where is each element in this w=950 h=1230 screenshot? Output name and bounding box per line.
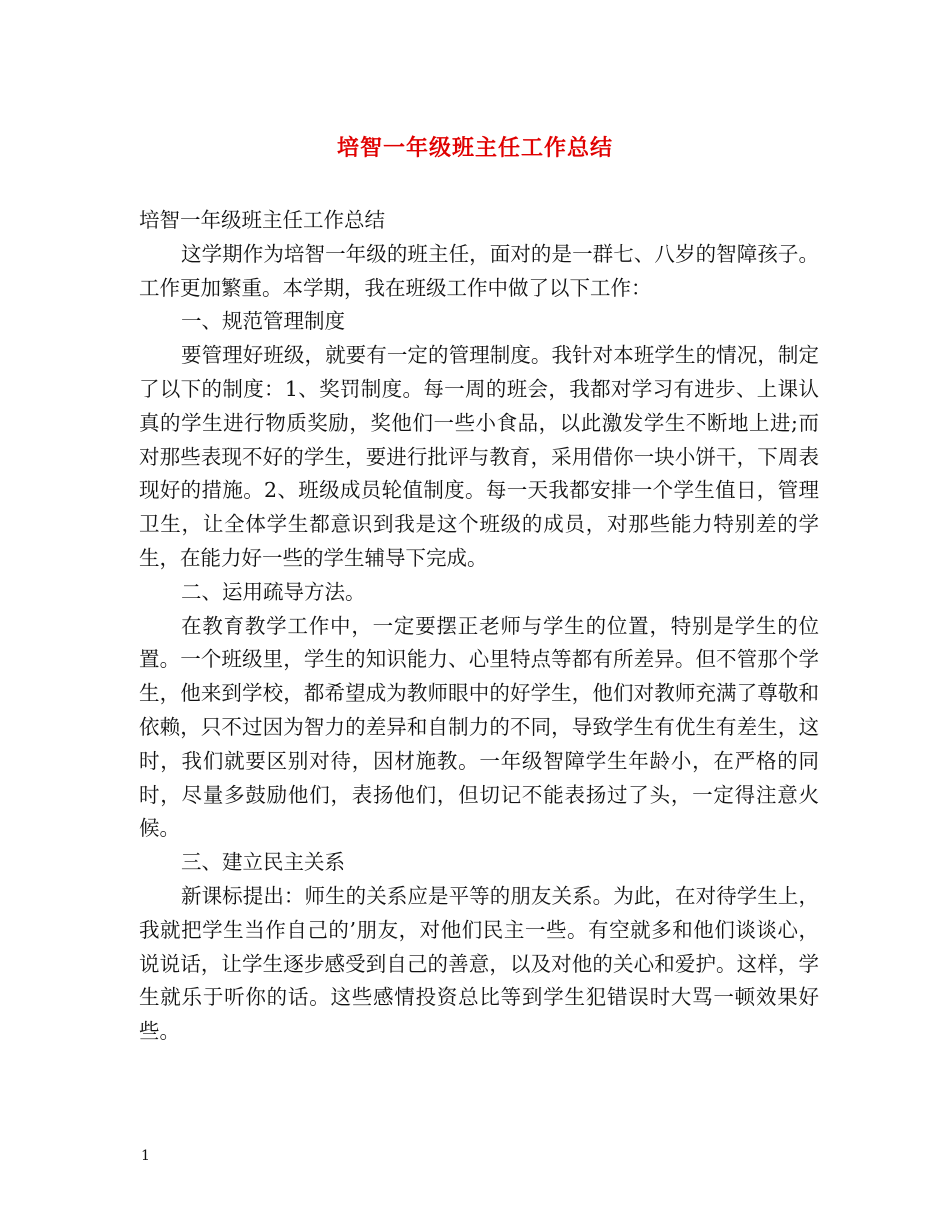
section-paragraph-3: 新课标提出：师生的关系应是平等的朋友关系。为此，在对待学生上，我就把学生当作自己的’朋友，对他们民主一些。有空就多和他们谈谈心，说说话，让学生逐步感受到自己的善意，以及对他的关心和爱护。这样，学生就乐于听你的话。这些感情投资总比等到学生犯错误时大骂一顿效果好些。 — [139, 883, 819, 1044]
section-paragraph-2: 在教育教学工作中，一定要摆正老师与学生的位置，特别是学生的位置。一个班级里，学生的知识能力、心里特点等都有所差异。但不管那个学生，他来到学校，都希望成为教师眼中的好学生，他们对教师充满了尊敬和依赖，只不过因为智力的差异和自制力的不同，导致学生有优生有差生，这时，我们就要区别对待，因材施教。一年级智障学生年龄小，在严格的同时，尽量多鼓励他们，表扬他们，但切记不能表扬过了头，一定得注意火候。 — [139, 613, 819, 841]
intro-paragraph: 这学期作为培智一年级的班主任，面对的是一群七、八岁的智障孩子。工作更加繁重。本学期，我在班级工作中做了以下工作： — [139, 241, 819, 300]
page-number: 1 — [141, 1148, 150, 1164]
section-heading-3: 三、建立民主关系 — [181, 850, 345, 875]
document-title: 培智一年级班主任工作总结 — [336, 135, 613, 161]
section-heading-2: 二、运用疏导方法。 — [181, 579, 366, 604]
section-paragraph-1: 要管理好班级，就要有一定的管理制度。我针对本班学生的情况，制定了以下的制度：1、奖罚制度。每一周的班会，我都对学习有进步、上课认真的学生进行物质奖励，奖他们一些小食品，以此激发学生不断地上进;而对那些表现不好的学生，要进行批评与教育，采用借你一块小饼干，下周表现好的措施。2、班级成员轮值制度。每一天我都安排一个学生值日，管理卫生，让全体学生都意识到我是这个班级的成员，对那些能力特别差的学生，在能力好一些的学生辅导下完成。 — [139, 343, 819, 570]
document-body — [139, 204, 819, 1049]
section-heading-1: 一、规范管理制度 — [181, 309, 345, 334]
body-heading: 培智一年级班主任工作总结 — [139, 208, 385, 232]
